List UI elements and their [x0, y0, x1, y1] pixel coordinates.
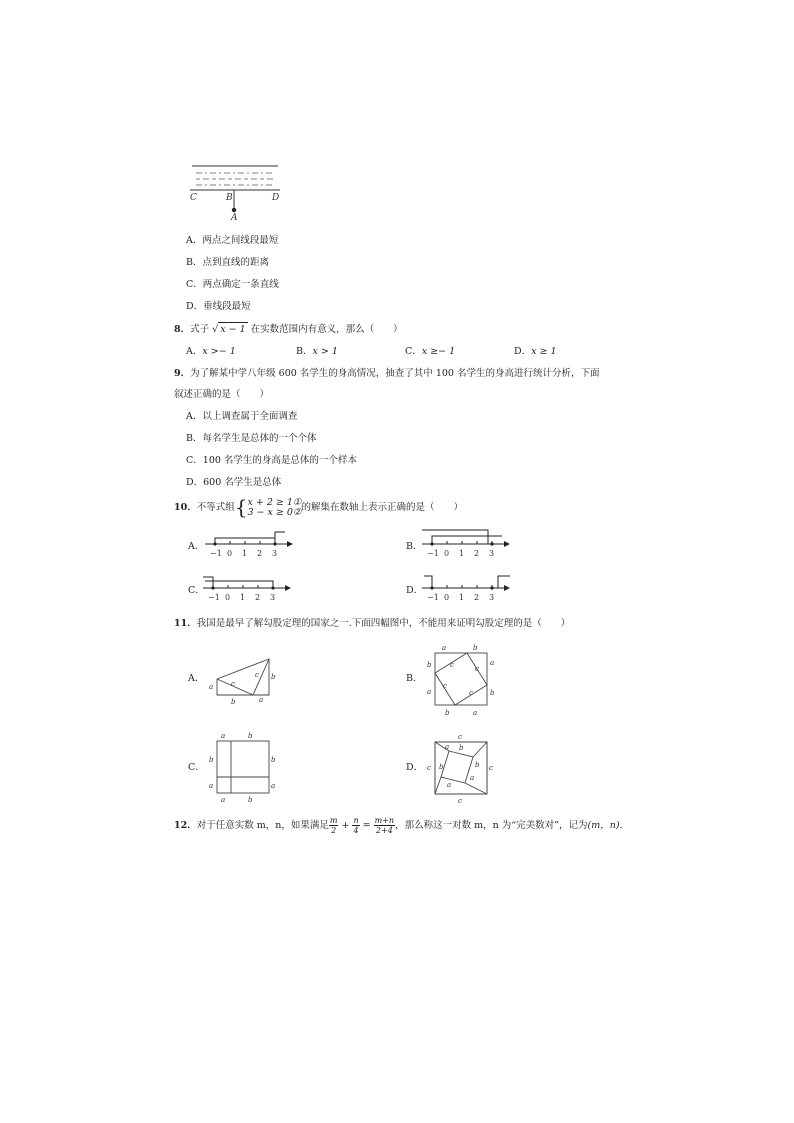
q8-option-b[interactable] [296, 345, 338, 358]
option-letter: C． [186, 455, 203, 466]
number-line-b[interactable] [422, 528, 512, 562]
fraction-m-over-2: $\frac{m}{2}$ [329, 816, 338, 835]
q12-stem [174, 815, 623, 837]
q11-option-a-label[interactable]: A． [188, 673, 205, 684]
q10-stem: 10．不等式组{ x + 2 ≥ 1① 3 − x ≥ 0② 的解集在数轴上表示正确的是（ ） [174, 495, 463, 519]
side-label: b [248, 732, 253, 740]
tick-label: 1 [242, 549, 248, 558]
option-text: x ≥− 1 [421, 346, 456, 357]
option-text: x >− 1 [202, 346, 236, 357]
tick-label: 3 [270, 593, 276, 602]
pythagoras-figure-a[interactable] [205, 655, 280, 707]
plus-sign: + [338, 820, 353, 831]
q11-stem [174, 617, 570, 630]
q11-option-b-label[interactable]: B． [406, 673, 423, 684]
side-label: a [209, 683, 214, 691]
option-letter: A． [186, 235, 203, 246]
side-label: a [473, 709, 478, 717]
pythagoras-figure-b[interactable] [425, 643, 500, 718]
q7-option-c[interactable] [186, 278, 279, 291]
option-text: x > 1 [312, 346, 338, 357]
question-number: 8． [174, 324, 191, 335]
q9-option-c[interactable] [186, 454, 357, 467]
tick-label: −1 [210, 549, 222, 558]
option-letter: A． [186, 411, 203, 422]
q7-label-d: D [272, 193, 280, 203]
q9-line1: 为了解某中学八年级 600 名学生的身高情况，抽查了其中 100 名学生的身高进行统计分析，下面 [190, 368, 600, 379]
tick-label: 0 [225, 593, 231, 602]
tick-label: 1 [459, 549, 465, 558]
q10-option-d-label[interactable]: D． [406, 585, 424, 596]
q12-pre: 对于任意实数 m，n，如果满足 [196, 820, 329, 831]
side-label: c [489, 764, 493, 772]
tick-label: −1 [427, 549, 439, 558]
fraction-n-over-4: $\frac{n}{4}$ [353, 816, 359, 835]
side-label: b [231, 698, 236, 706]
side-label: c [469, 689, 473, 697]
side-label: b [439, 763, 444, 771]
side-label: c [458, 797, 462, 805]
q10-pre: 不等式组 [196, 502, 235, 513]
q7-label-b: B [226, 193, 233, 203]
side-label: b [209, 756, 214, 764]
side-label: c [255, 671, 259, 679]
option-letter: A． [186, 346, 203, 357]
q12-pair: (m，n). [587, 820, 623, 831]
option-letter: C． [405, 346, 422, 357]
tick-label: 1 [459, 593, 465, 602]
side-label: a [221, 732, 226, 740]
inequality-2: 3 − x ≥ 0② [247, 506, 302, 518]
q9-option-b[interactable] [186, 432, 317, 445]
side-label: b [459, 744, 464, 752]
side-label: a [445, 743, 450, 751]
q7-option-d[interactable] [186, 300, 251, 313]
q8-option-a[interactable] [186, 345, 236, 358]
inequality-1: x + 2 ≥ 1① [247, 496, 302, 508]
option-text: 两点之间线段最短 [202, 235, 279, 246]
q9-option-a[interactable] [186, 410, 297, 423]
side-label: b [473, 644, 478, 652]
equals-sign: = [359, 820, 374, 831]
side-label: b [271, 756, 276, 764]
inequality-system [247, 498, 301, 518]
side-label: c [458, 733, 462, 741]
option-letter: C． [186, 279, 203, 290]
side-label: c [450, 661, 454, 669]
q8-pre: 式子 [190, 324, 210, 335]
q9-option-d[interactable] [186, 476, 281, 489]
number-line-d[interactable] [422, 572, 512, 606]
q8-stem: 8．式子 √ x − 1 在实数范围内有意义，那么（ ） [174, 324, 403, 335]
tick-label: −1 [427, 593, 439, 602]
side-label: a [259, 696, 264, 704]
option-letter: B． [186, 257, 203, 268]
q8-option-d[interactable] [514, 345, 557, 358]
option-text: 垂线段最短 [203, 301, 251, 312]
pythagoras-figure-c[interactable] [205, 732, 280, 807]
side-label: b [248, 796, 253, 804]
tick-label: 3 [489, 593, 495, 602]
tick-label: 0 [444, 593, 450, 602]
q10-option-a-label[interactable]: A． [188, 541, 205, 552]
pythagoras-figure-d[interactable] [425, 733, 500, 805]
q10-option-b-label[interactable]: B． [406, 541, 423, 552]
question-number: 12． [174, 820, 197, 831]
tick-label: 2 [474, 593, 480, 602]
side-label: c [443, 682, 447, 690]
q10-option-c-label[interactable]: C． [188, 585, 205, 596]
option-text: 600 名学生是总体 [203, 477, 282, 488]
tick-label: 2 [474, 549, 480, 558]
tick-label: 0 [227, 549, 233, 558]
number-line-c[interactable] [203, 572, 293, 606]
side-label: a [209, 782, 214, 790]
q7-figure [186, 160, 286, 222]
q11-option-d-label[interactable]: D． [406, 762, 424, 773]
side-label: a [442, 644, 447, 652]
tick-label: 2 [255, 593, 261, 602]
side-label: a [427, 688, 432, 696]
side-label: b [427, 661, 432, 669]
tick-label: 3 [489, 549, 495, 558]
q7-label-c: C [190, 193, 197, 203]
q11-option-c-label[interactable]: C． [188, 762, 205, 773]
side-label: c [231, 680, 235, 688]
option-text: 以上调查属于全面调查 [202, 411, 298, 422]
tick-label: −1 [208, 593, 220, 602]
option-text: 每名学生是总体的一个个体 [202, 433, 317, 444]
side-label: b [475, 761, 480, 769]
q7-option-b[interactable] [186, 256, 269, 269]
option-letter: D． [186, 477, 204, 488]
q7-option-a[interactable] [186, 234, 278, 247]
option-letter: D． [186, 301, 204, 312]
side-label: b [490, 689, 495, 697]
side-label: a [490, 659, 495, 667]
question-number: 10． [174, 502, 197, 513]
option-text: x ≥ 1 [531, 346, 557, 357]
q9-stem-line1 [174, 367, 599, 380]
fraction-sum: $\frac{m+n}{2+4}$ [374, 816, 395, 835]
tick-label: 2 [257, 549, 263, 558]
q9-stem-line2: 叙述正确的是（ ） [174, 389, 270, 400]
tick-label: 0 [444, 549, 450, 558]
q8-radicand: x − 1 [220, 324, 246, 335]
option-text: 100 名学生的身高是总体的一个样本 [202, 455, 357, 466]
side-label: a [447, 781, 452, 789]
q8-post: 在实数范围内有意义，那么（ ） [250, 324, 403, 335]
option-letter: B． [296, 346, 313, 357]
tick-label: 1 [240, 593, 246, 602]
q8-option-c[interactable] [405, 345, 455, 358]
q12-post: ，那么称这一对数 m，n 为“完美数对”，记为 [395, 820, 588, 831]
option-text: 点到直线的距离 [202, 257, 269, 268]
question-number: 11． [174, 618, 197, 629]
option-letter: B． [186, 433, 203, 444]
side-label: c [475, 665, 479, 673]
q11-text: 我国是最早了解勾股定理的国家之一.下面四幅图中，不能用来证明勾股定理的是（ ） [196, 618, 571, 629]
q10-post: 的解集在数轴上表示正确的是（ ） [301, 502, 463, 513]
side-label: c [427, 764, 431, 772]
side-label: a [470, 774, 475, 782]
side-label: a [221, 796, 226, 804]
side-label: a [271, 782, 276, 790]
tick-label: 3 [272, 549, 278, 558]
option-text: 两点确定一条直线 [202, 279, 279, 290]
number-line-a[interactable] [205, 528, 295, 562]
side-label: b [445, 709, 450, 717]
q7-label-a: A [231, 213, 238, 223]
side-label: b [271, 673, 276, 681]
option-letter: D． [514, 346, 532, 357]
question-number: 9． [174, 368, 191, 379]
